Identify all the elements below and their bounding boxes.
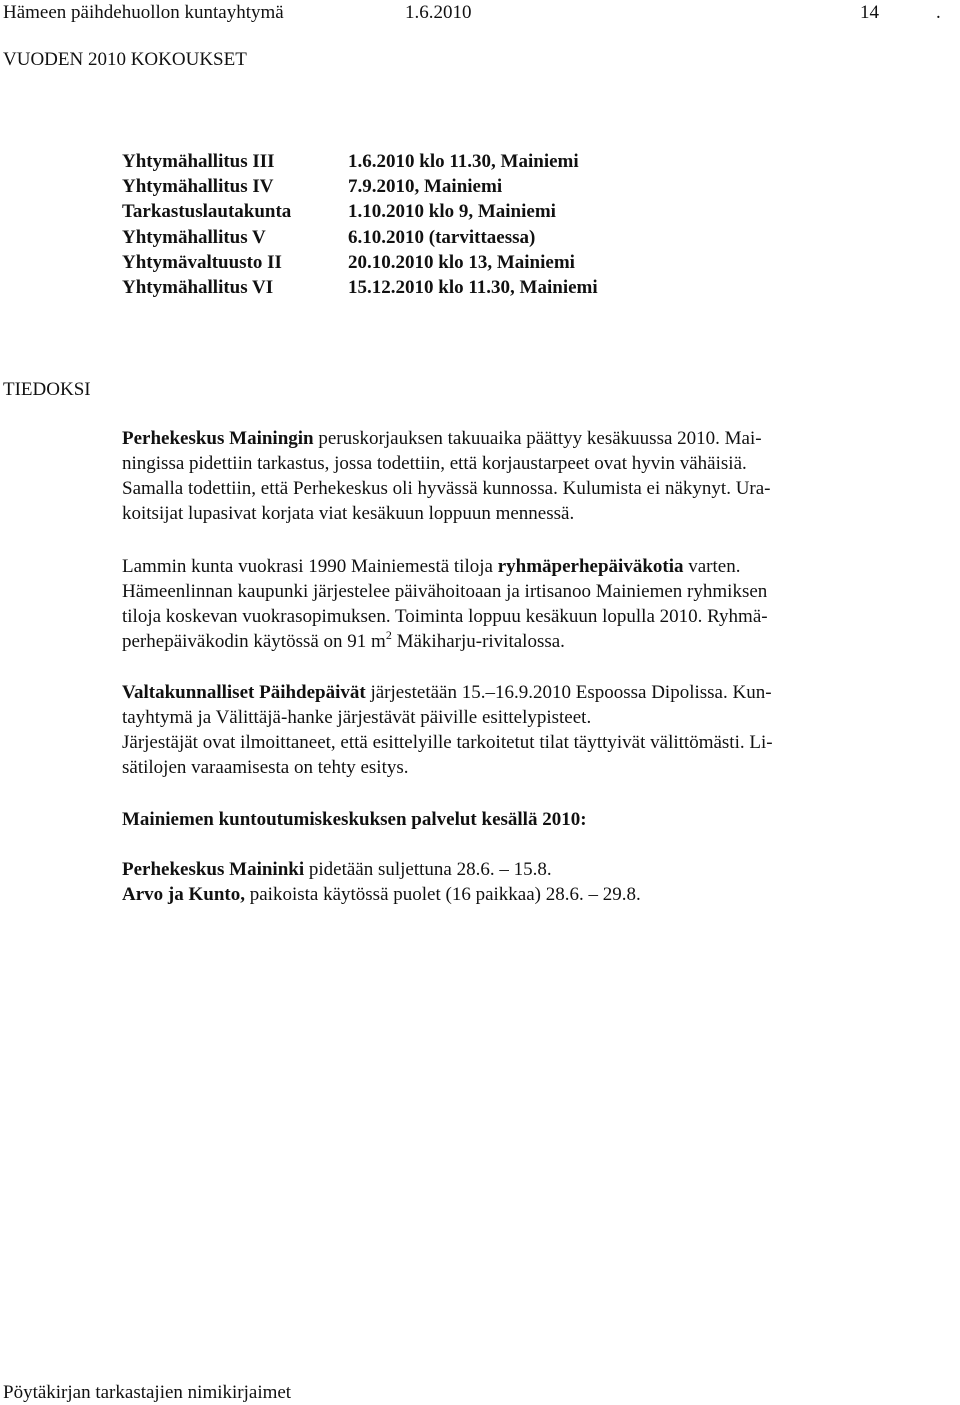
header-date: 1.6.2010 — [405, 2, 472, 23]
bold-term: Perhekeskus Maininki — [122, 859, 305, 880]
paragraph-line — [122, 426, 771, 451]
paragraph-line: tayhtymä ja Välittäjä-hanke järjestävät päiville esittelypisteet. — [122, 707, 592, 728]
paragraph-line: sätilojen varaamisesta on tehty esitys. — [122, 757, 409, 778]
paragraph-line — [122, 680, 773, 705]
text-run: peruskorjauksen takuuaika päättyy kesäkuussa 2010. Mai- — [313, 428, 762, 449]
paragraph-line: Samalla todettiin, että Perhekeskus oli hyvässä kunnossa. Kulumista ei näkynyt. Ura- — [122, 478, 771, 499]
page-number: 14 — [860, 2, 879, 23]
meeting-name: Yhtymähallitus V — [122, 227, 266, 248]
paragraph-line: koitsijat lupasivat korjata viat kesäkuun loppuun mennessä. — [122, 503, 575, 524]
footer-initials-label: Pöytäkirjan tarkastajien nimikirjaimet — [3, 1382, 292, 1403]
bold-term: Valtakunnalliset Päihdepäivät — [122, 682, 366, 703]
summer-item — [122, 857, 641, 882]
text-run: perhepäiväkodin käytössä on 91 m — [122, 631, 386, 652]
bold-term: Arvo ja Kunto, — [122, 884, 245, 905]
superscript: 2 — [385, 628, 392, 642]
meetings-title: VUODEN 2010 KOKOUKSET — [3, 49, 247, 70]
meeting-when: 15.12.2010 klo 11.30, Mainiemi — [348, 277, 598, 298]
bold-term: Perhekeskus Mainingin — [122, 428, 314, 449]
meeting-when: 7.9.2010, Mainiemi — [348, 176, 503, 197]
meeting-when: 1.6.2010 klo 11.30, Mainiemi — [348, 151, 579, 172]
meeting-when: 1.10.2010 klo 9, Mainiemi — [348, 201, 556, 222]
paragraph-line — [122, 554, 768, 579]
paragraph-daycare — [122, 554, 768, 654]
paragraph-line: tiloja koskevan vuokrasopimuksen. Toiminta loppuu kesäkuun lopulla 2010. Ryhmä- — [122, 606, 768, 627]
info-title: TIEDOKSI — [3, 379, 91, 400]
meeting-name: Yhtymähallitus III — [122, 151, 275, 172]
text-run: järjestetään 15.–16.9.2010 Espoossa Dipolissa. Kun- — [365, 682, 772, 703]
paragraph-line — [122, 629, 768, 654]
meeting-name: Yhtymävaltuusto II — [122, 252, 282, 273]
paragraph-line: ningissa pidettiin tarkastus, jossa todettiin, että korjaustarpeet ovat hyvin vähäisiä. — [122, 453, 747, 474]
meeting-when: 6.10.2010 (tarvittaessa) — [348, 227, 536, 248]
meeting-name: Yhtymähallitus VI — [122, 277, 274, 298]
text-run: Lammin kunta vuokrasi 1990 Mainiemestä tiloja — [122, 556, 498, 577]
bold-term: ryhmäperhepäiväkotia — [497, 556, 684, 577]
header-trailing-dot: . — [936, 2, 941, 23]
text-run: paikoista käytössä puolet (16 paikkaa) 28.6. – 29.8. — [244, 884, 641, 905]
meeting-when: 20.10.2010 klo 13, Mainiemi — [348, 252, 575, 273]
paragraph-substance-days — [122, 680, 773, 780]
meeting-name: Tarkastuslautakunta — [122, 201, 292, 222]
meeting-name: Yhtymähallitus IV — [122, 176, 274, 197]
text-run: pidetään suljettuna 28.6. – 15.8. — [304, 859, 552, 880]
summer-item — [122, 882, 641, 907]
paragraph-line: Järjestäjät ovat ilmoittaneet, että esittelyille tarkoitetut tilat täyttyivät välittömästi. Li- — [122, 732, 773, 753]
text-run: Mäkiharju-rivitalossa. — [391, 631, 565, 652]
text-run: varten. — [683, 556, 741, 577]
summer-services-list — [122, 857, 641, 907]
paragraph-line: Hämeenlinnan kaupunki järjestelee päivähoitoaan ja irtisanoo Mainiemen ryhmiksen — [122, 581, 768, 602]
summer-services-heading: Mainiemen kuntoutumiskeskuksen palvelut kesällä 2010: — [122, 809, 587, 830]
paragraph-renovation-warranty — [122, 426, 771, 526]
header-organization: Hämeen päihdehuollon kuntayhtymä — [3, 2, 284, 23]
